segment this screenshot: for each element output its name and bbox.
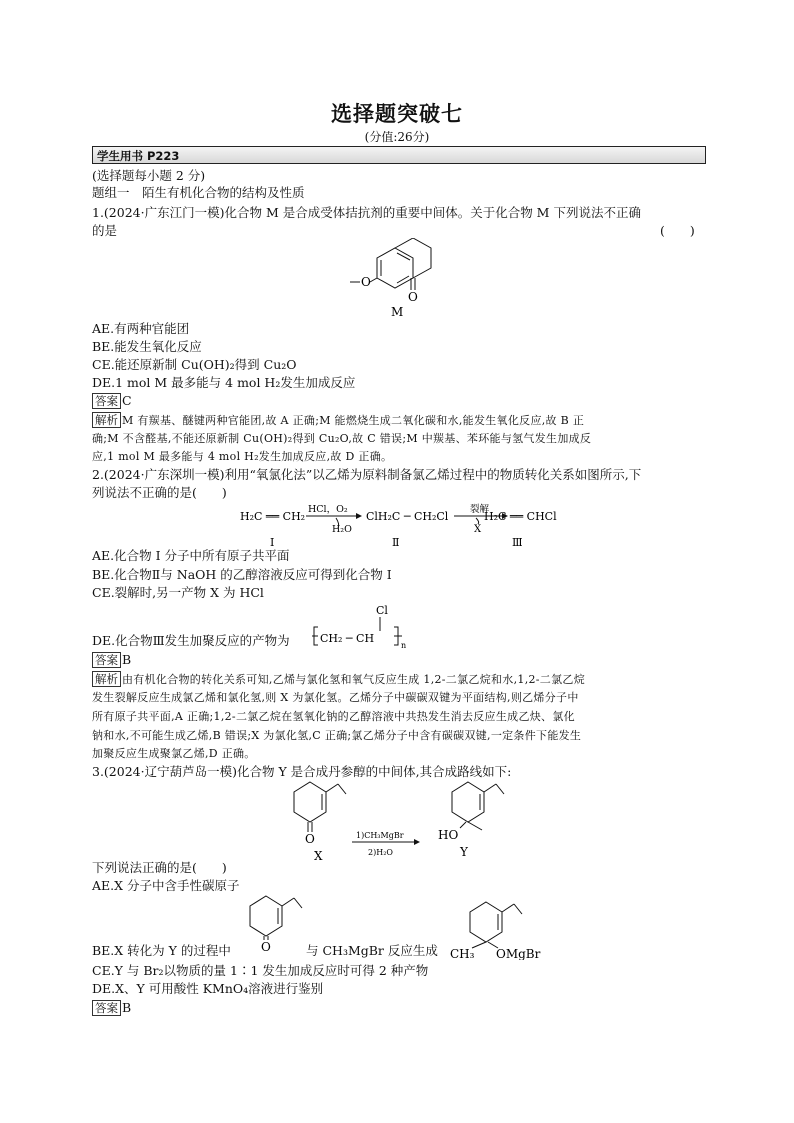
q1-option-c: CE.能还原新制 Cu(OH)₂得到 Cu₂O	[92, 357, 297, 372]
label-y: Y	[460, 845, 468, 859]
q2-reaction-scheme	[240, 502, 570, 550]
q2-polymer-structure	[312, 603, 412, 649]
q1-answer-blank: ( )	[660, 223, 695, 238]
reagent-2: 2)H₂O	[368, 848, 393, 857]
reagent-1: 1)CH₃MgBr	[356, 831, 404, 840]
q3-answer	[92, 999, 131, 1016]
q1-stem-line1: 1.(2024·广东江门一模)化合物 M 是合成受体拮抗剂的重要中间体。关于化合物 M 下列说法不正确	[92, 205, 641, 220]
q1-explanation-line2: 确;M 不含醛基,不能还原新制 Cu(OH)₂得到 Cu₂O,故 C 错误;M 中羰基、苯环能与氢气发生加成反	[92, 432, 592, 445]
q1-carbonyl-o: O	[408, 290, 418, 304]
q3-option-d: DE.X、Y 可用酸性 KMnO₄溶液进行鉴别	[92, 981, 324, 996]
q3-stem-line1: 3.(2024·辽宁葫芦岛一模)化合物 Y 是合成丹参醇的中间体,其合成路线如下:	[92, 764, 512, 779]
q3-answer-value: B	[122, 1000, 132, 1015]
q1-structure-m	[340, 238, 460, 320]
page-title: 选择题突破七	[331, 102, 463, 126]
score-subtitle: (分值:26分)	[364, 130, 430, 144]
b-omgbr: OMgBr	[496, 947, 541, 960]
q3-stem-line2: 下列说法正确的是( )	[92, 860, 227, 875]
q2-explanation-line5: 加聚反应生成聚氯乙烯,D 正确。	[92, 747, 256, 760]
q3-synthesis-scheme	[280, 780, 520, 860]
q3-option-a: AE.X 分子中含手性碳原子	[92, 878, 240, 893]
answer-tag: 答案	[92, 652, 121, 668]
y-hydroxyl: HO	[438, 828, 459, 842]
q2-stem-line1: 2.(2024·广东深圳一模)利用“氧氯化法”以乙烯为原料制备氯乙烯过程中的物质转化关系如图所示,下	[92, 467, 642, 482]
q1-stem-line2: 的是	[92, 223, 118, 238]
q1-explanation-line3: 应,1 mol M 最多能与 4 mol H₂发生加成反应,故 D 正确。	[92, 450, 393, 463]
explain-tag: 解析	[92, 412, 121, 428]
label-iii: Ⅲ	[512, 536, 523, 549]
explain-tag: 解析	[92, 671, 121, 687]
label-ii: Ⅱ	[392, 536, 400, 549]
x-carbonyl-o: O	[305, 832, 315, 846]
q1-methoxy-o: O	[361, 275, 371, 289]
q2-explanation-line4: 钠和水,不可能生成乙烯,B 错误;X 为氯化氢,C 正确;氯乙烯分子中含有碳碳双键,一定条件下能发生	[92, 729, 582, 742]
compound-iii: H₂C ══ CHCl	[484, 510, 557, 523]
polymer-chain: CH₂ ─ CH	[320, 632, 375, 645]
q2-option-a: AE.化合物 I 分子中所有原子共平面	[92, 548, 290, 563]
q2-answer	[92, 651, 131, 668]
answer-tag: 答案	[92, 393, 121, 409]
q3-option-b-part1: BE.X 转化为 Y 的过程中	[92, 943, 231, 958]
q1-answer	[92, 392, 132, 409]
q2-option-b: BE.化合物Ⅱ与 NaOH 的乙醇溶液反应可得到化合物 I	[92, 567, 392, 582]
q1-structure-label: M	[391, 305, 404, 319]
q2-explanation-line3: 所有原子共平面,A 正确;1,2-二氯乙烷在氢氧化钠的乙醇溶液中共热发生消去反应生成乙炔、氯化	[92, 710, 575, 723]
q2-option-c: CE.裂解时,另一产物 X 为 HCl	[92, 585, 264, 600]
polymer-cl: Cl	[376, 604, 388, 617]
compound-i: H₂C ══ CH₂	[240, 510, 306, 523]
book-reference-bar	[92, 146, 706, 164]
q1-explanation-line1: 解析 M 有羰基、醚键两种官能团,故 A 正确;M 能燃烧生成二氧化碳和水,能发生氧化反应,故 B 正	[92, 411, 584, 429]
q3-option-b-part2: 与 CH₃MgBr 反应生成	[306, 943, 438, 958]
crack-label: 裂解	[470, 504, 490, 515]
q2-explanation-line2: 发生裂解反应生成氯乙烯和氯化氢,则 X 为氯化氢。乙烯分子中碳碳双键为平面结构,则乙烯分子中	[92, 691, 579, 704]
q1-answer-value: C	[122, 393, 132, 408]
q1-option-d: DE.1 mol M 最多能与 4 mol H₂发生加成反应	[92, 375, 356, 390]
score-note: (选择题每小题 2 分)	[92, 168, 206, 183]
q2-stem-line2: 列说法不正确的是( )	[92, 485, 227, 500]
q2-option-d: DE.化合物Ⅲ发生加聚反应的产物为	[92, 633, 290, 648]
q2-explanation-line1: 解析 由有机化合物的转化关系可知,乙烯与氯化氢和氧气反应生成 1,2-二氯乙烷和水,1,2-二氯乙烷	[92, 670, 585, 688]
polymer-n: n	[401, 641, 407, 649]
q3-option-c: CE.Y 与 Br₂以物质的量 1∶1 发生加成反应时可得 2 种产物	[92, 963, 429, 978]
b-ch3: CH₃	[450, 947, 475, 960]
label-i: I	[270, 536, 275, 549]
q3-b-structure-x	[244, 892, 314, 952]
reagent-bottom: H₂O	[332, 524, 352, 535]
b-x-carbonyl-o: O	[261, 940, 271, 952]
byproduct-x: X	[474, 524, 482, 535]
book-reference: 学生用书 P223	[97, 149, 180, 163]
q2-answer-value: B	[122, 652, 132, 667]
q3-b-structure-intermediate	[446, 898, 566, 960]
reagent-top: HCl，O₂	[308, 504, 348, 515]
q1-option-a: AE.有两种官能团	[92, 321, 190, 336]
q1-option-b: BE.能发生氧化反应	[92, 339, 202, 354]
compound-ii: ClH₂C ─ CH₂Cl	[366, 510, 449, 523]
answer-tag: 答案	[92, 1000, 121, 1016]
group-heading: 题组一 陌生有机化合物的结构及性质	[92, 185, 305, 200]
label-x: X	[314, 849, 323, 860]
